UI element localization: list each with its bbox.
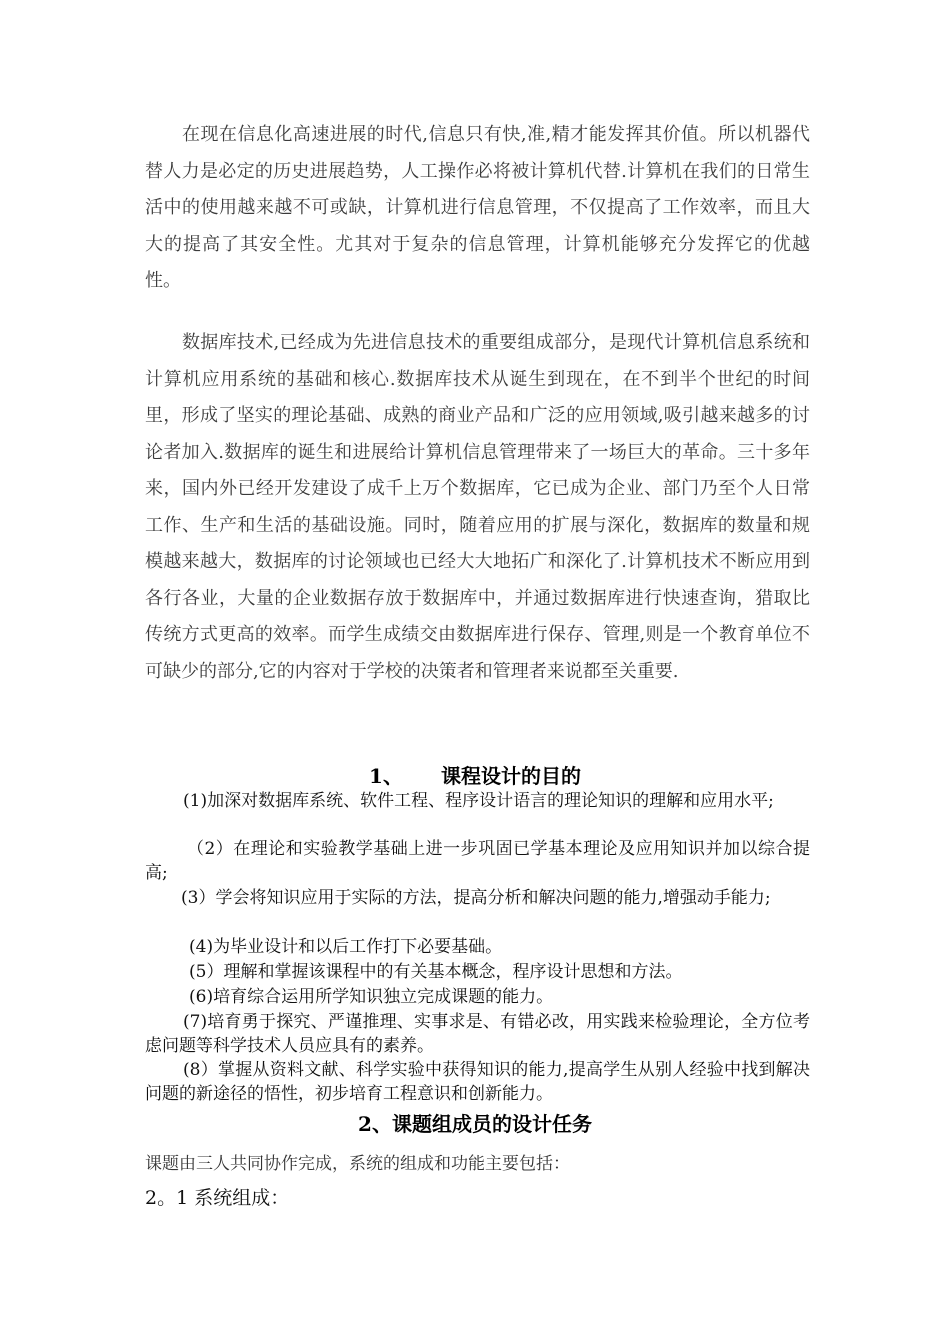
section-2-1-heading: 2。1 系统组成：: [145, 1187, 290, 1209]
intro-paragraph-2: 数据库技术,已经成为先进信息技术的重要组成部分，是现代计算机信息系统和计算机应用系统的基础和核心.数据库技术从诞生到现在，在不到半个世纪的时间里，形成了坚实的理论基础、成熟的商业产品和广泛的应用领域,吸引越来越多的讨论者加入.数据库的诞生和进展给计算机信息管理带来了一场巨大的革命。三十多年来，国内外已经开发建设了成千上万个数据库，它已成为企业、部门乃至个人日常工作、生产和生活的基础设施。同时，随着应用的扩展与深化，数据库的数量和规模越来越大，数据库的讨论领域也已经大大地拓广和深化了.计算机技术不断应用到各行各业，大量的企业数据存放于数据库中，并通过数据库进行快速查询，猎取比传统方式更高的效率。而学生成绩交由数据库进行保存、管理,则是一个教育单位不可缺少的部分,它的内容对于学校的决策者和管理者来说都至关重要.: [145, 332, 810, 682]
section-1-number: 1、: [369, 764, 403, 788]
list-item: (6)培育综合运用所学知识独立完成课题的能力。: [189, 987, 554, 1007]
list-item: （2）在理论和实验教学基础上进一步巩固已学基本理论及应用知识并加以综合提高;: [145, 839, 810, 883]
section-1-title: 课程设计的目的: [440, 764, 581, 788]
list-item: (7)培育勇于探究、严谨推理、实事求是、有错必改，用实践来检验理论，全方位考虑问题等科学技术人员应具有的素养。: [145, 1012, 810, 1056]
section-2-intro: 课题由三人共同协作完成，系统的组成和功能主要包括：: [145, 1154, 570, 1174]
section-2-heading: 2、课题组成员的设计任务: [358, 1112, 592, 1136]
list-item: (4)为毕业设计和以后工作打下必要基础。: [189, 937, 503, 957]
section-1-heading: [0, 760, 950, 789]
intro-paragraph-1: 在现在信息化高速进展的时代,信息只有快,准,精才能发挥其价值。所以机器代替人力是必定的历史进展趋势，人工操作必将被计算机代替.计算机在我们的日常生活中的使用越来越不可或缺，计算机进行信息管理，不仅提高了工作效率，而且大大的提高了其安全性。尤其对于复杂的信息管理，计算机能够充分发挥它的优越性。: [145, 124, 810, 291]
list-item: (1)加深对数据库系统、软件工程、程序设计语言的理论知识的理解和应用水平;: [183, 791, 774, 811]
list-item: (3）学会将知识应用于实际的方法，提高分析和解决问题的能力,增强动手能力;: [181, 888, 771, 908]
list-item: (5）理解和掌握该课程中的有关基本概念，程序设计思想和方法。: [189, 962, 683, 982]
list-item: (8）掌握从资料文献、科学实验中获得知识的能力,提高学生从别人经验中找到解决问题的新途径的悟性，初步培育工程意识和创新能力。: [145, 1060, 810, 1104]
